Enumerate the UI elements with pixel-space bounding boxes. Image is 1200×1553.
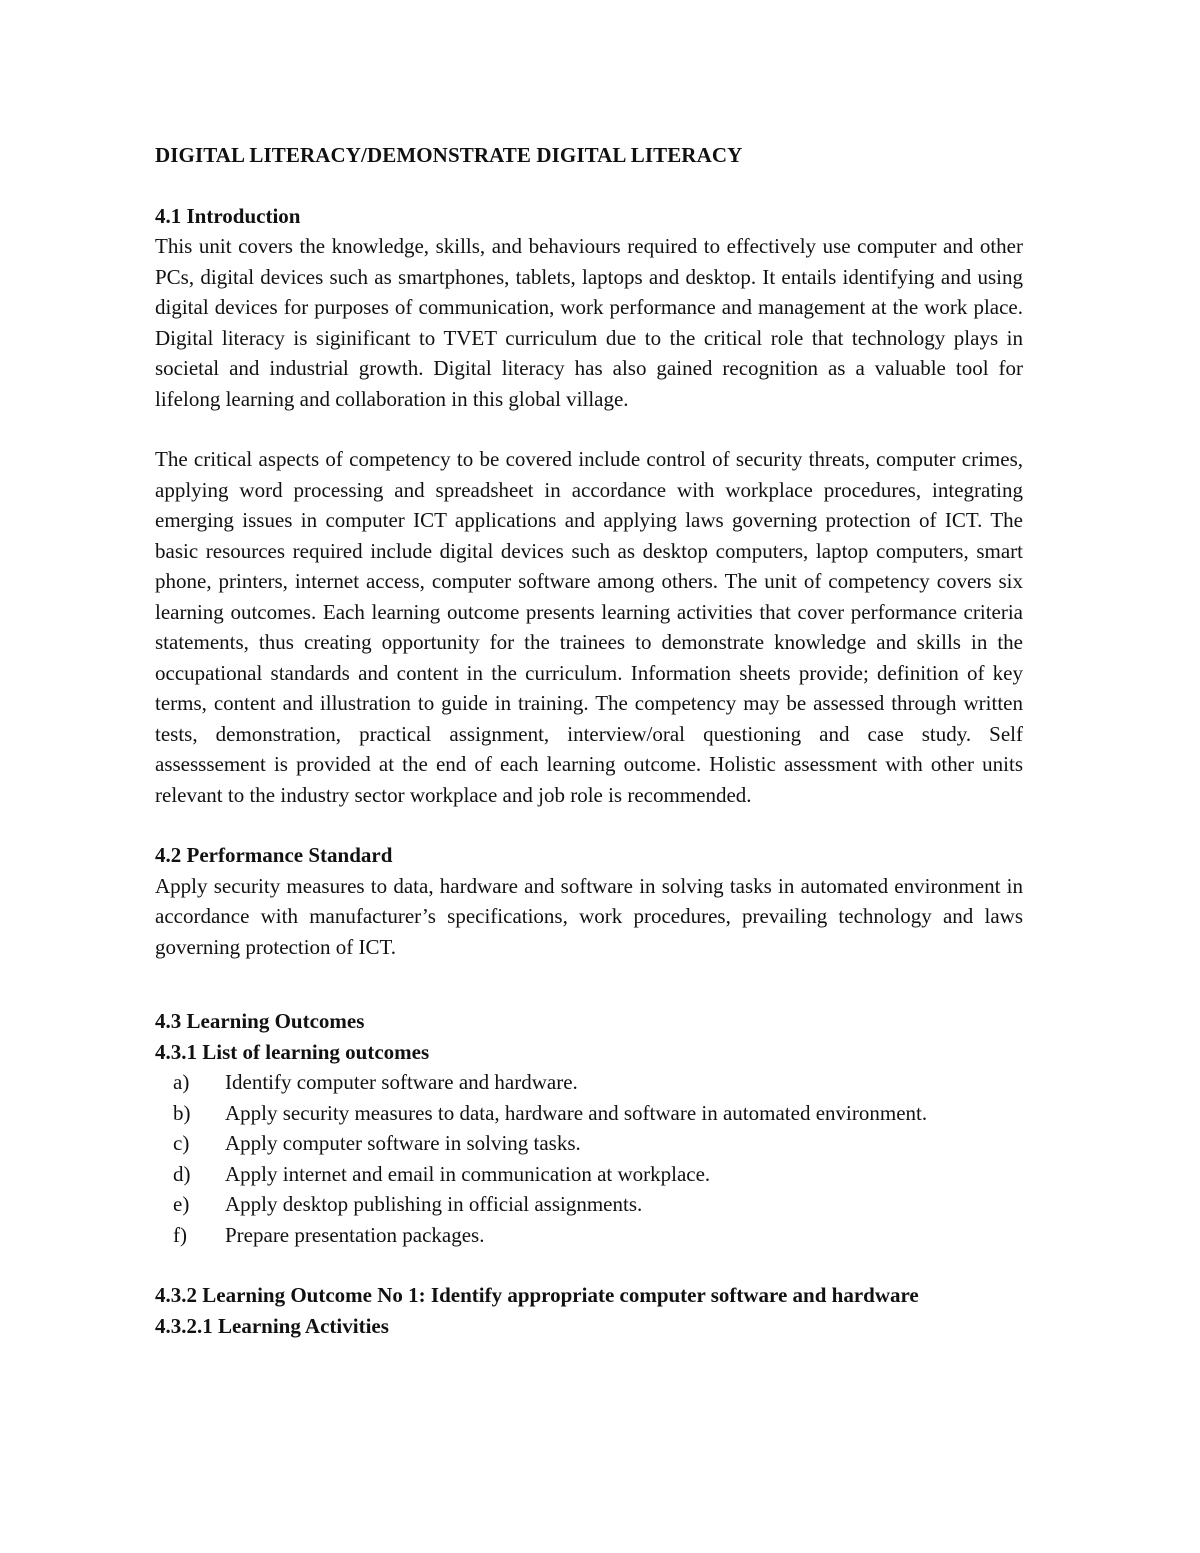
list-item — [155, 1220, 1023, 1251]
introduction-paragraph-1: This unit covers the knowledge, skills, and behaviours required to effectively use computer and other PCs, digital devices such as smartphones, tablets, laptops and desktop. It entails identifying and using digital devices for purposes of communication, work performance and management at the work place. Digital literacy is siginificant to TVET curriculum due to the critical role that technology plays in societal and industrial growth. Digital literacy has also gained recognition as a valuable tool for lifelong learning and collaboration in this global village. — [155, 234, 1023, 411]
list-marker: d) — [173, 1161, 191, 1186]
list-marker: c) — [173, 1131, 190, 1155]
list-item — [155, 1128, 1023, 1159]
list-marker: e) — [173, 1192, 190, 1216]
subheading-list-of-learning-outcomes: 4.3.1 List of learning outcomes — [155, 1039, 430, 1064]
document-page — [155, 140, 1023, 1341]
list-item — [155, 1159, 1023, 1190]
list-item-text: Identify computer software and hardware. — [225, 1070, 578, 1094]
introduction-paragraph-2: The critical aspects of competency to be covered include control of security threats, computer crimes, applying word processing and spreadsheet in accordance with workplace procedures, integrating emerging issues in computer ICT applications and applying laws governing protection of ICT. The basic resources required include digital devices such as desktop computers, laptop computers, smart phone, printers, internet access, computer software among others. The unit of competency covers six learning outcomes. Each learning outcome presents learning activities that cover performance criteria statements, thus creating opportunity for the trainees to demonstrate knowledge and skills in the occupational standards and content in the curriculum. Information sheets provide; definition of key terms, content and illustration to guide in training. The competency may be assessed through written tests, demonstration, practical assignment, interview/oral questioning and case study. Self assesssement is provided at the end of each learning outcome. Holistic assessment with other units relevant to the industry sector workplace and job role is recommended. — [155, 447, 1023, 807]
list-item-text: Apply desktop publishing in official assignments. — [225, 1192, 643, 1216]
section-heading-introduction: 4.1 Introduction — [155, 203, 301, 228]
section-heading-learning-outcomes: 4.3 Learning Outcomes — [155, 1009, 365, 1033]
list-item — [155, 1067, 1023, 1098]
learning-outcomes-list — [155, 1067, 1023, 1250]
performance-standard-paragraph: Apply security measures to data, hardware and software in solving tasks in automated environment in accordance with manufacturer’s specifications, work procedures, prevailing technology and laws governing protection of ICT. — [155, 873, 1023, 959]
list-item-text: Prepare presentation packages. — [225, 1222, 485, 1247]
list-marker: b) — [173, 1100, 191, 1125]
list-marker: f) — [173, 1222, 187, 1247]
list-item — [155, 1189, 1023, 1220]
list-item-text: Apply computer software in solving tasks. — [225, 1131, 581, 1155]
subheading-learning-activities: 4.3.2.1 Learning Activities — [155, 1313, 389, 1338]
section-heading-learning-outcome-1: 4.3.2 Learning Outcome No 1: Identify appropriate computer software and hardware — [155, 1283, 919, 1307]
document-title: DIGITAL LITERACY/DEMONSTRATE DIGITAL LITERACY — [155, 143, 743, 167]
list-item — [155, 1098, 1023, 1129]
section-heading-performance-standard: 4.2 Performance Standard — [155, 843, 393, 867]
list-marker: a) — [173, 1070, 190, 1094]
list-item-text: Apply internet and email in communication at workplace. — [225, 1161, 711, 1186]
list-item-text: Apply security measures to data, hardware and software in automated environment. — [225, 1100, 928, 1125]
